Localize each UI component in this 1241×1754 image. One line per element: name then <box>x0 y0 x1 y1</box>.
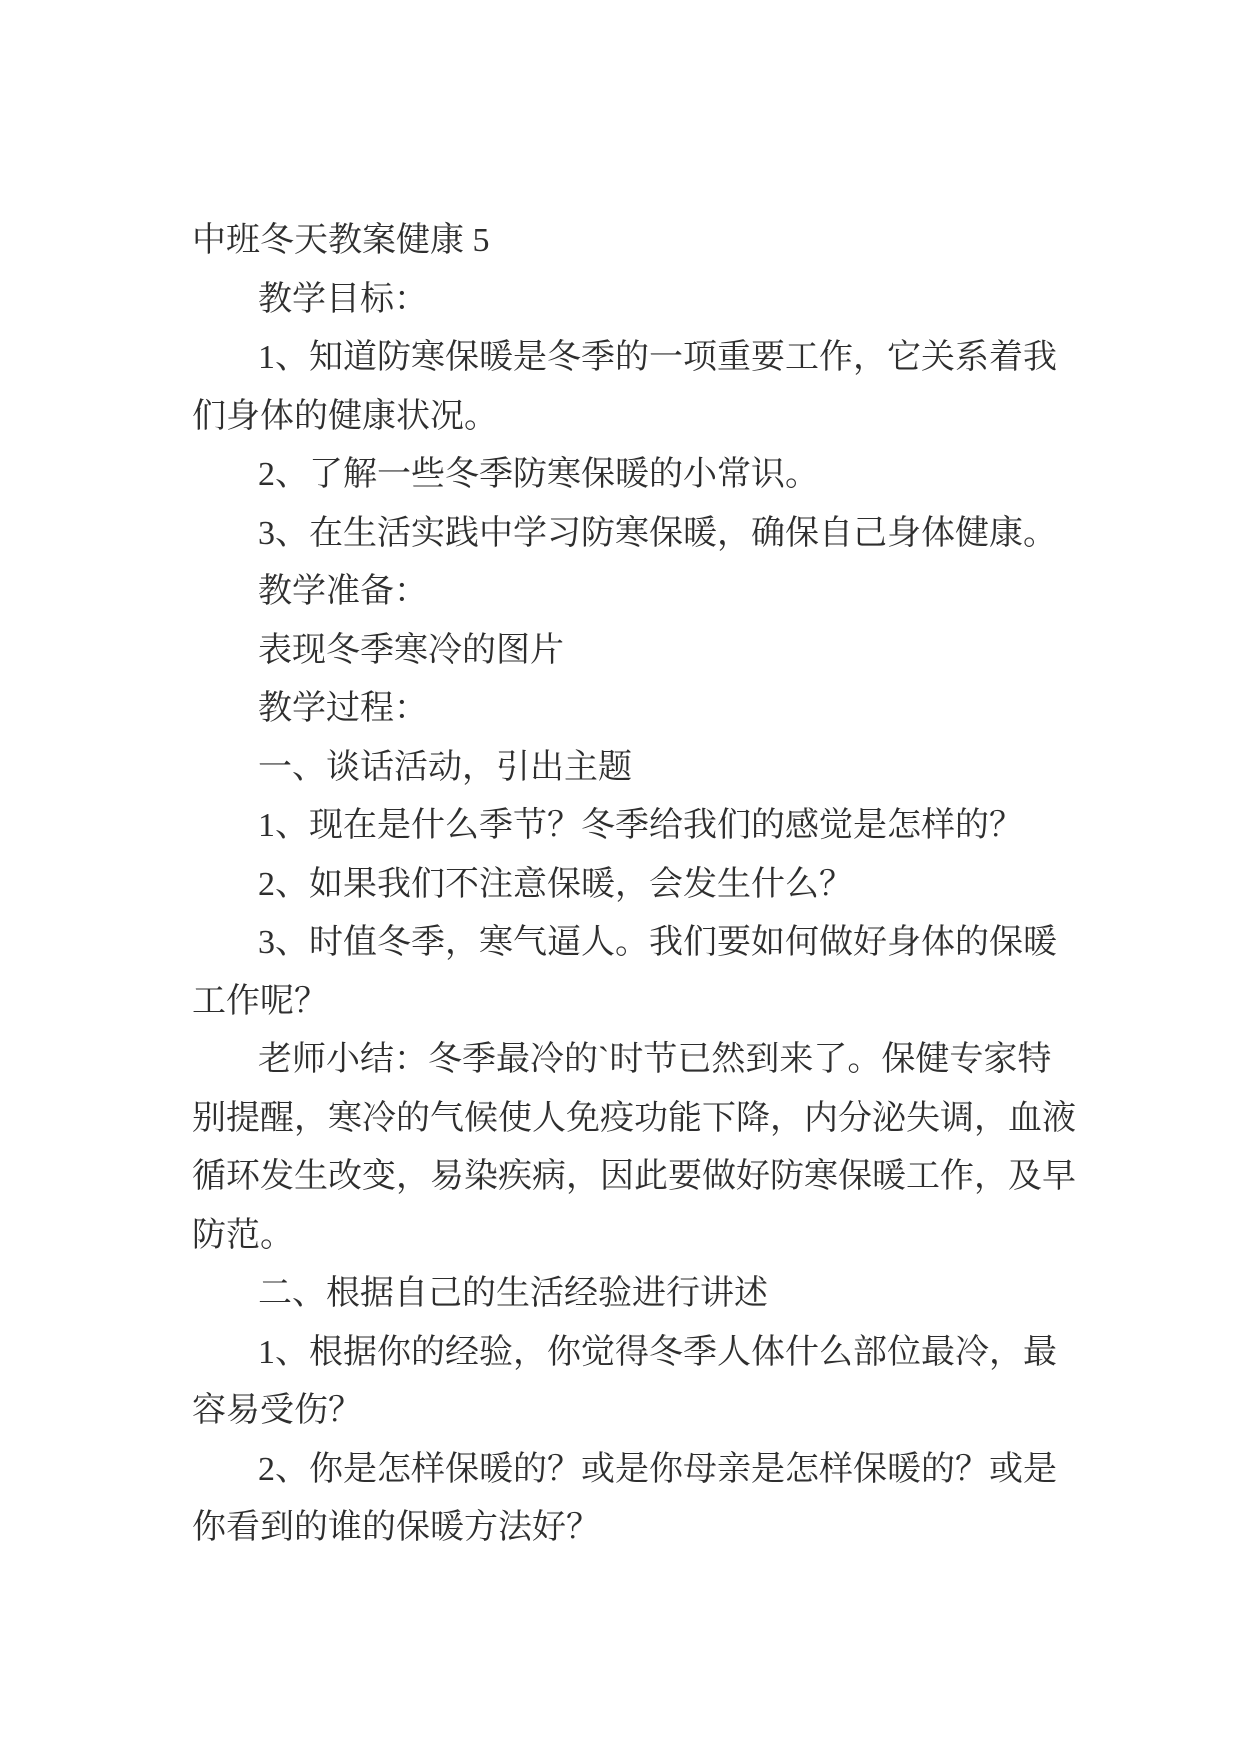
doc-line-continuation: 容易受伤？ <box>192 1392 362 1429</box>
doc-heading-objectives: 教学目标： <box>258 280 428 318</box>
doc-line: 1、根据你的经验，你觉得冬季人体什么部位最冷，最 <box>258 1333 1057 1371</box>
doc-line-continuation: 工作呢？ <box>192 982 328 1020</box>
doc-line: 3、时值冬季，寒气逼人。我们要如何做好身体的保暖 <box>258 924 1057 961</box>
doc-section-one: 一、谈话活动，引出主题 <box>258 748 632 786</box>
doc-line-continuation: 循环发生改变，易染疾病，因此要做好防寒保暖工作，及早 <box>192 1158 1076 1195</box>
doc-title: 中班冬天教案健康 5 <box>192 222 490 259</box>
doc-heading-process: 教学过程： <box>258 690 428 727</box>
doc-line: 老师小结：冬季最冷的`时节已然到来了。保健专家特 <box>258 1041 1052 1078</box>
doc-heading-preparation: 教学准备： <box>258 573 428 610</box>
doc-section-two: 二、根据自己的生活经验进行讲述 <box>258 1275 768 1312</box>
doc-line-continuation: 们身体的健康状况。 <box>192 397 498 435</box>
doc-line: 1、知道防寒保暖是冬季的一项重要工作，它关系着我 <box>258 339 1057 376</box>
doc-line: 2、如果我们不注意保暖，会发生什么？ <box>258 865 853 903</box>
doc-line: 表现冬季寒冷的图片 <box>258 631 564 669</box>
doc-line-continuation: 防范。 <box>192 1216 294 1254</box>
doc-line-continuation: 你看到的谁的保暖方法好？ <box>192 1509 600 1546</box>
doc-line: 2、你是怎样保暖的？或是你母亲是怎样保暖的？或是 <box>258 1450 1057 1488</box>
document-body <box>192 212 1092 1558</box>
doc-line-continuation: 别提醒，寒冷的气候使人免疫功能下降，内分泌失调，血液 <box>192 1099 1076 1137</box>
doc-line: 2、了解一些冬季防寒保暖的小常识。 <box>258 456 819 493</box>
doc-line: 1、现在是什么季节？冬季给我们的感觉是怎样的？ <box>258 807 1023 844</box>
doc-line: 3、在生活实践中学习防寒保暖，确保自己身体健康。 <box>258 514 1057 552</box>
